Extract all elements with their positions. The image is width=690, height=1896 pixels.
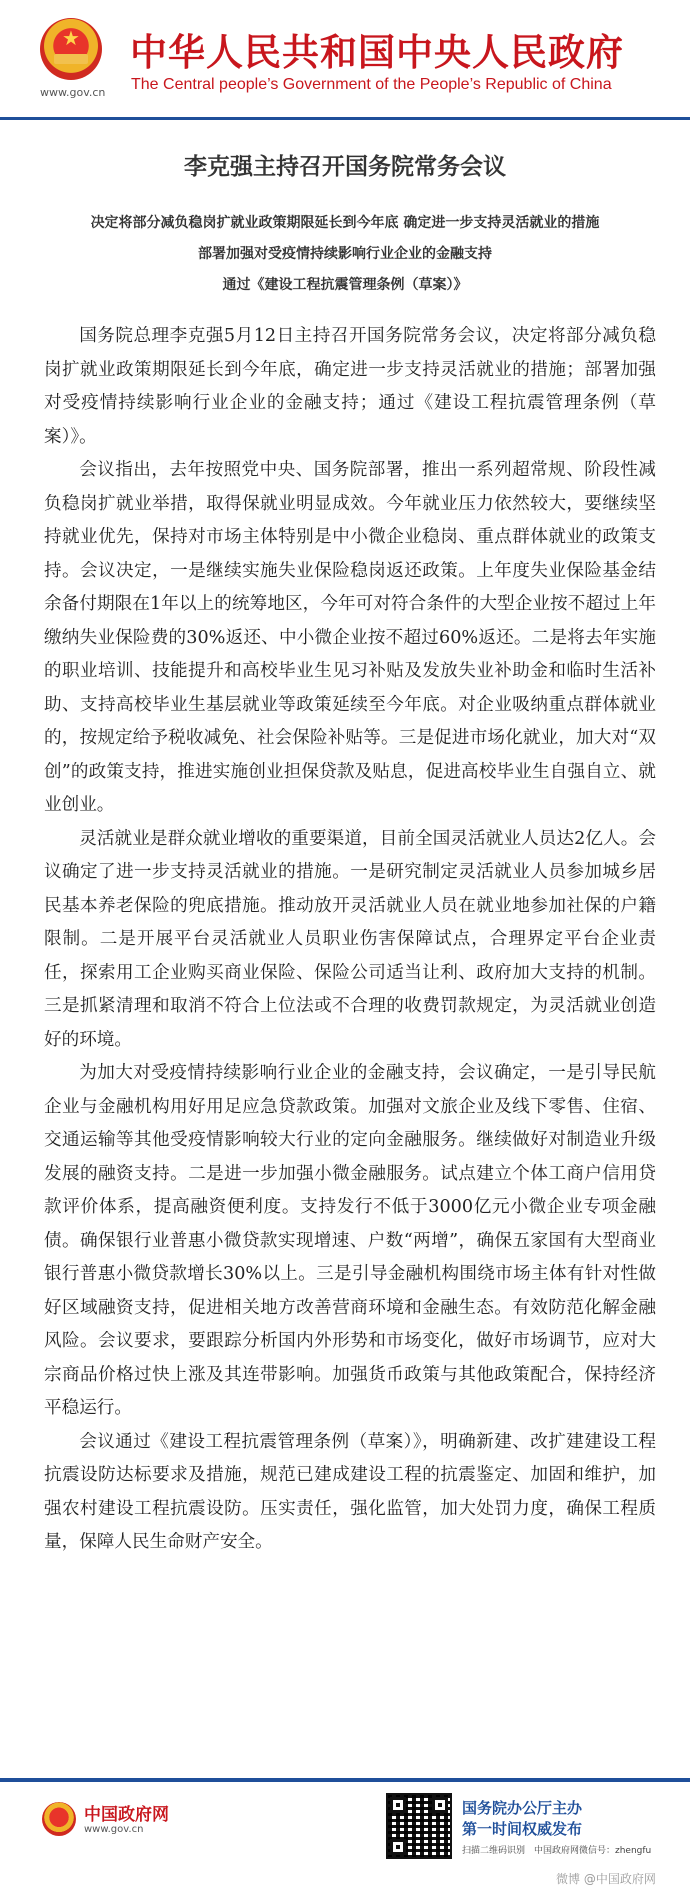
footer-divider (0, 1778, 690, 1782)
article-body (44, 320, 656, 1560)
footer-site-url[interactable]: www.gov.cn (84, 1824, 144, 1835)
footer-scan-text: 扫描二维码识别 中国政府网微信号：zhengfu (462, 1846, 652, 1856)
article-subtitle: 决定将部分减负稳岗扩就业政策期限延长到今年底 确定进一步支持灵活就业的措施 (90, 215, 600, 231)
article-paragraph: 为加大对受疫情持续影响行业企业的金融支持，会议确定，一是引导民航企业与金融机构用好用足应急贷款政策。加强对文旅企业及线下零售、住宿、交通运输等其他受疫情影响较大行业的定向金融服务。继续做好对制造业升级发展的融资支持。二是进一步加强小微金融服务。试点建立个体工商户信用贷款评价体系，提高融资便利度。支持发行不低于3000亿元小微企业专项金融债。确保银行业普惠小微贷款实现增速、户数“两增”，确保五家国有大型商业银行普惠小微贷款增长30%以上。三是引导金融机构围绕市场主体有针对性做好区域融资支持，促进相关地方改善营商环境和金融生态。有效防范化解金融风险。会议要求，要跟踪分析国内外形势和市场变化，做好市场调节，应对大宗商品价格过快上涨及其连带影响。加强货币政策与其他政策配合，保持经济平稳运行。 (44, 1063, 656, 1418)
site-title-cn: 中华人民共和国中央人民政府 (130, 31, 624, 74)
national-emblem-icon: ★ (40, 18, 102, 80)
article-subtitles (20, 208, 670, 301)
site-title-en: The Central people’s Government of the People’s Republic of China (131, 76, 612, 93)
header-divider (0, 117, 690, 120)
qr-code-icon (386, 1793, 452, 1859)
footer-slogan-line1: 国务院办公厅主办 (462, 1799, 583, 1817)
article-paragraph: 会议通过《建设工程抗震管理条例（草案）》，明确新建、改扩建建设工程抗震设防达标要求及措施，规范已建成建设工程的抗震鉴定、加固和维护，加强农村建设工程抗震设防。压实责任，强化监管，加大处罚力度，确保工程质量，保障人民生命财产安全。 (44, 1431, 656, 1552)
article-paragraph: 会议指出，去年按照党中央、国务院部署，推出一系列超常规、阶段性减负稳岗扩就业举措，取得保就业明显成效。今年就业压力依然较大，要继续坚持就业优先，保持对市场主体特别是中小微企业稳岗、重点群体就业的政策支持。会议决定，一是继续实施失业保险稳岗返还政策。上年度失业保险基金结余备付期限在1年以上的统筹地区，今年可对符合条件的大型企业按不超过上年缴纳失业保险费的30%返还、中小微企业按不超过60%返还。二是将去年实施的职业培训、技能提升和高校毕业生见习补贴及发放失业补助金和临时生活补助、支持高校毕业生基层就业等政策延续至今年底。对企业吸纳重点群体就业的，按规定给予税收减免、社会保险补贴等。三是促进市场化就业，加大对“双创”的政策支持，推进实施创业担保贷款及贴息，促进高校毕业生自强自立、就业创业。 (44, 460, 656, 815)
footer-site-name[interactable]: 中国政府网 (84, 1805, 169, 1825)
article-paragraph: 灵活就业是群众就业增收的重要渠道，目前全国灵活就业人员达2亿人。会议确定了进一步支持灵活就业的措施。一是研究制定灵活就业人员参加城乡居民基本养老保险的兜底措施。推动放开灵活就业人员在就业地参加社保的户籍限制。二是开展平台灵活就业人员职业伤害保障试点，合理界定平台企业责任，探索用工企业购买商业保险、保险公司适当让利、政府加大支持的机制。三是抓紧清理和取消不符合上位法或不合理的收费罚款规定，为灵活就业创造好的环境。 (44, 828, 656, 1050)
article-subtitle: 通过《建设工程抗震管理条例（草案）》 (222, 277, 468, 293)
footer-slogan-line2: 第一时间权威发布 (462, 1820, 583, 1838)
site-header (0, 0, 690, 118)
article-subtitle: 部署加强对受疫情持续影响行业企业的金融支持 (198, 246, 492, 262)
article-title: 李克强主持召开国务院常务会议 (184, 154, 506, 180)
footer-emblem-icon (42, 1802, 76, 1836)
article-paragraph: 国务院总理李克强5月12日主持召开国务院常务会议，决定将部分减负稳岗扩就业政策期限延长到今年底，确定进一步支持灵活就业的措施；部署加强对受疫情持续影响行业企业的金融支持；通过《建设工程抗震管理条例（草案）》。 (44, 326, 656, 447)
header-site-url[interactable]: www.gov.cn (40, 86, 106, 99)
weibo-watermark: 微博 @中国政府网 (556, 1872, 656, 1886)
